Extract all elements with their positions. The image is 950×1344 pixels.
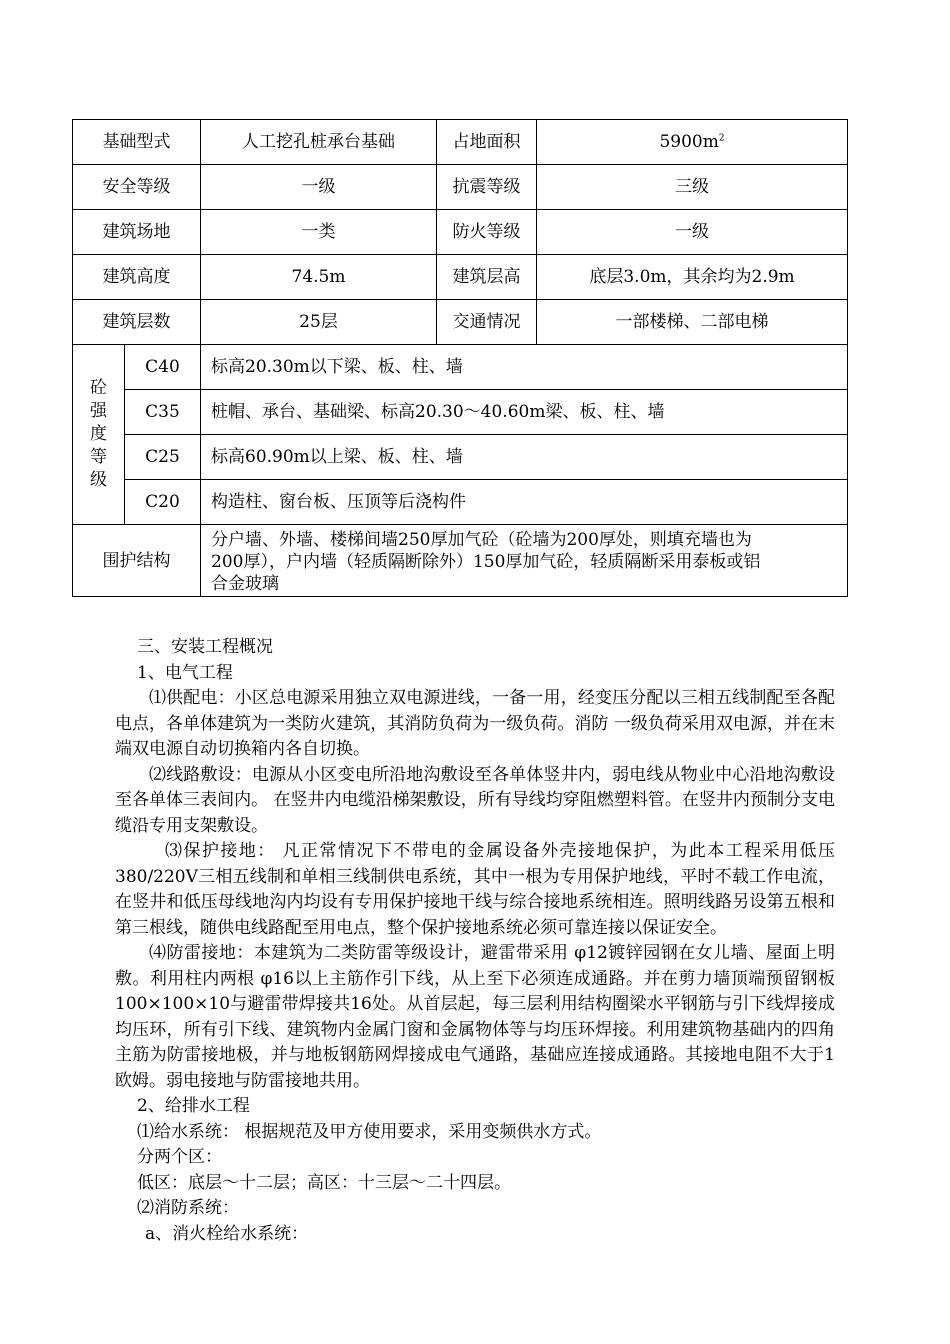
row-label: 防火等级 (437, 210, 537, 255)
concrete-grade: C40 (125, 345, 201, 390)
subsection-title: 1、电气工程 (137, 662, 233, 683)
table-row (73, 480, 848, 525)
area-value: 5900m (659, 132, 719, 152)
row-value: 一类 (201, 210, 437, 255)
paragraph: ⑷防雷接地：本建筑为二类防雷等级设计，避雷带采用 φ12镀锌园钢在女儿墙、屋面上明敷。利用柱内两根 φ16以上主筋作引下线，从上至下必须连成通路。并在剪力墙顶端预留钢板100×100×10与避雷带焊接共16处。从首层起，每三层利用结构圈梁水平钢筋与引下线焊接成均压环，所有引下线、建筑物内金属门窗和金属物体等与均压环焊接。利用建筑物基础内的四角主筋为防雷接地极，并与地板钢筋网焊接成电气通路，基础应连接成通路。其接地电阻不大于1欧姆。弱电接地与防雷接地共用。 (115, 943, 835, 1091)
row-label: 建筑高度 (73, 255, 201, 300)
row-value: 一级 (537, 210, 848, 255)
row-value: 底层3.0m，其余均为2.9m (537, 255, 848, 300)
concrete-usage: 构造柱、窗台板、压顶等后浇构件 (201, 480, 848, 525)
paragraph: ⑴给水系统： 根据规范及甲方使用要求，采用变频供水方式。 (137, 1121, 602, 1142)
area-unit-superscript: 2 (718, 133, 725, 144)
paragraph: ⑴供配电：小区总电源采用独立双电源进线，一备一用，经变压分配以三相五线制配至各配电点，各单体建筑为一类防火建筑，其消防负荷为一级负荷。消防 一级负荷采用双电源，并在末端双电源自动切换箱内各自切换。 (115, 688, 835, 759)
table-row (73, 435, 848, 480)
enclosure-label: 围护结构 (73, 525, 201, 597)
table-row (73, 300, 848, 345)
section-title: 三、安装工程概况 (137, 637, 273, 657)
table-row (73, 345, 848, 390)
concrete-usage: 桩帽、承台、基础梁、标高20.30～40.60m梁、板、柱、墙 (201, 390, 848, 435)
row-value: 74.5m (201, 255, 437, 300)
row-value: 25层 (201, 300, 437, 345)
row-label: 基础型式 (73, 120, 201, 165)
paragraph: ⑵线路敷设：电源从小区变电所沿地沟敷设至各单体竖井内，弱电线从物业中心沿地沟敷设至各单体三表间内。 在竖井内电缆沿梯架敷设，所有导线均穿阻燃塑料管。在竖井内预制分支电缆沿专用支架敷设。 (115, 764, 835, 836)
row-label: 交通情况 (437, 300, 537, 345)
row-value: 三级 (537, 165, 848, 210)
row-label: 占地面积 (437, 120, 537, 165)
project-info-table (72, 119, 848, 597)
concrete-grade: C35 (125, 390, 201, 435)
concrete-grade: C20 (125, 480, 201, 525)
row-value: 人工挖孔桩承台基础 (201, 120, 437, 165)
table-row (73, 525, 848, 597)
row-value: 一级 (201, 165, 437, 210)
table-row (73, 255, 848, 300)
row-label: 建筑层数 (73, 300, 201, 345)
row-label: 抗震等级 (437, 165, 537, 210)
paragraph: ⑵消防系统： (137, 1198, 239, 1218)
table-row (73, 120, 848, 165)
row-value (537, 120, 848, 165)
installation-overview (115, 635, 835, 1247)
table-row (73, 210, 848, 255)
row-label: 安全等级 (73, 165, 201, 210)
paragraph: 分两个区： (137, 1147, 222, 1167)
subsection-title: 2、给排水工程 (137, 1096, 250, 1116)
row-label: 建筑场地 (73, 210, 201, 255)
concrete-usage: 标高20.30m以下梁、板、柱、墙 (201, 345, 848, 390)
paragraph: 低区：底层～十二层；高区：十三层～二十四层。 (137, 1172, 511, 1193)
row-value: 一部楼梯、二部电梯 (537, 300, 848, 345)
concrete-grade-label: 砼 强 度 等 级 (73, 345, 125, 525)
concrete-grade: C25 (125, 435, 201, 480)
paragraph: a、消火栓给水系统： (145, 1223, 309, 1244)
enclosure-description: 分户墙、外墙、楼梯间墙250厚加气砼（砼墙为200厚处，则填充墙也为 200厚），户内墙（轻质隔断除外）150厚加气砼，轻质隔断采用泰板或铝 合金玻璃 (201, 525, 848, 597)
table-row (73, 165, 848, 210)
table-row (73, 390, 848, 435)
concrete-usage: 标高60.90m以上梁、板、柱、墙 (201, 435, 848, 480)
row-label: 建筑层高 (437, 255, 537, 300)
paragraph: ⑶保护接地： 凡正常情况下不带电的金属设备外壳接地保护，为此本工程采用低压380/220V三相五线制和单相三线制供电系统，其中一根为专用保护地线，平时不载工作电流，在竖井和低压母线地沟内均设有专用保护接地干线与综合接地系统相连。照明线路另设第五根和第三根线，随供电线路配至用电点，整个保护接地系统必须可靠连接以保证安全。 (115, 841, 835, 938)
